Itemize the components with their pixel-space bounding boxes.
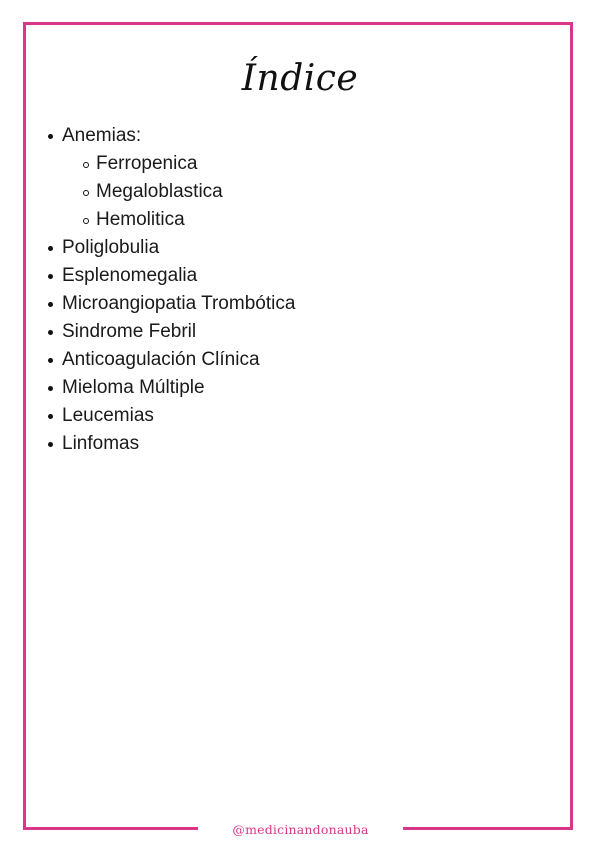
toc-item-label: Anticoagulación Clínica (62, 349, 260, 370)
toc-item-label: Poliglobulia (62, 237, 160, 258)
toc-sublist-anemias (48, 150, 295, 234)
table-of-contents (48, 122, 295, 458)
toc-item-label: Linfomas (62, 433, 140, 454)
toc-item-label: Leucemias (62, 405, 154, 426)
toc-item-label: Microangiopatia Trombótica (62, 293, 296, 314)
toc-item-anemias (48, 122, 295, 150)
toc-subitem-label: Megaloblastica (96, 181, 223, 202)
bullet-icon (48, 386, 53, 391)
toc-subitem-label: Ferropenica (96, 153, 198, 174)
toc-item-anticoagulacion (48, 346, 295, 374)
toc-subitem-megaloblastica (48, 178, 295, 206)
toc-item-microangiopatia (48, 290, 295, 318)
bullet-icon (48, 134, 53, 139)
toc-item-sindrome-febril (48, 318, 295, 346)
bullet-icon (48, 358, 53, 363)
footer-handle: @medicinandonauba (232, 822, 369, 837)
toc-item-linfomas (48, 430, 295, 458)
toc-item-label: Anemias: (62, 125, 142, 146)
toc-item-poliglobulia (48, 234, 295, 262)
toc-subitem-label: Hemolitica (96, 209, 185, 230)
bullet-icon (48, 274, 53, 279)
bullet-icon (48, 302, 53, 307)
toc-subitem-ferropenica (48, 150, 295, 178)
toc-item-label: Esplenomegalia (62, 265, 198, 286)
hollow-bullet-icon (83, 190, 89, 196)
toc-item-esplenomegalia (48, 262, 295, 290)
toc-subitem-hemolitica (48, 206, 295, 234)
toc-sublist-wrapper (48, 150, 295, 234)
bullet-icon (48, 442, 53, 447)
toc-item-label: Sindrome Febril (62, 321, 197, 342)
bullet-icon (48, 414, 53, 419)
toc-item-label: Mieloma Múltiple (62, 377, 205, 398)
toc-item-leucemias (48, 402, 295, 430)
hollow-bullet-icon (83, 218, 89, 224)
hollow-bullet-icon (83, 162, 89, 168)
toc-item-mieloma (48, 374, 295, 402)
bullet-icon (48, 246, 53, 251)
page-title: Índice (241, 58, 359, 99)
bullet-icon (48, 330, 53, 335)
